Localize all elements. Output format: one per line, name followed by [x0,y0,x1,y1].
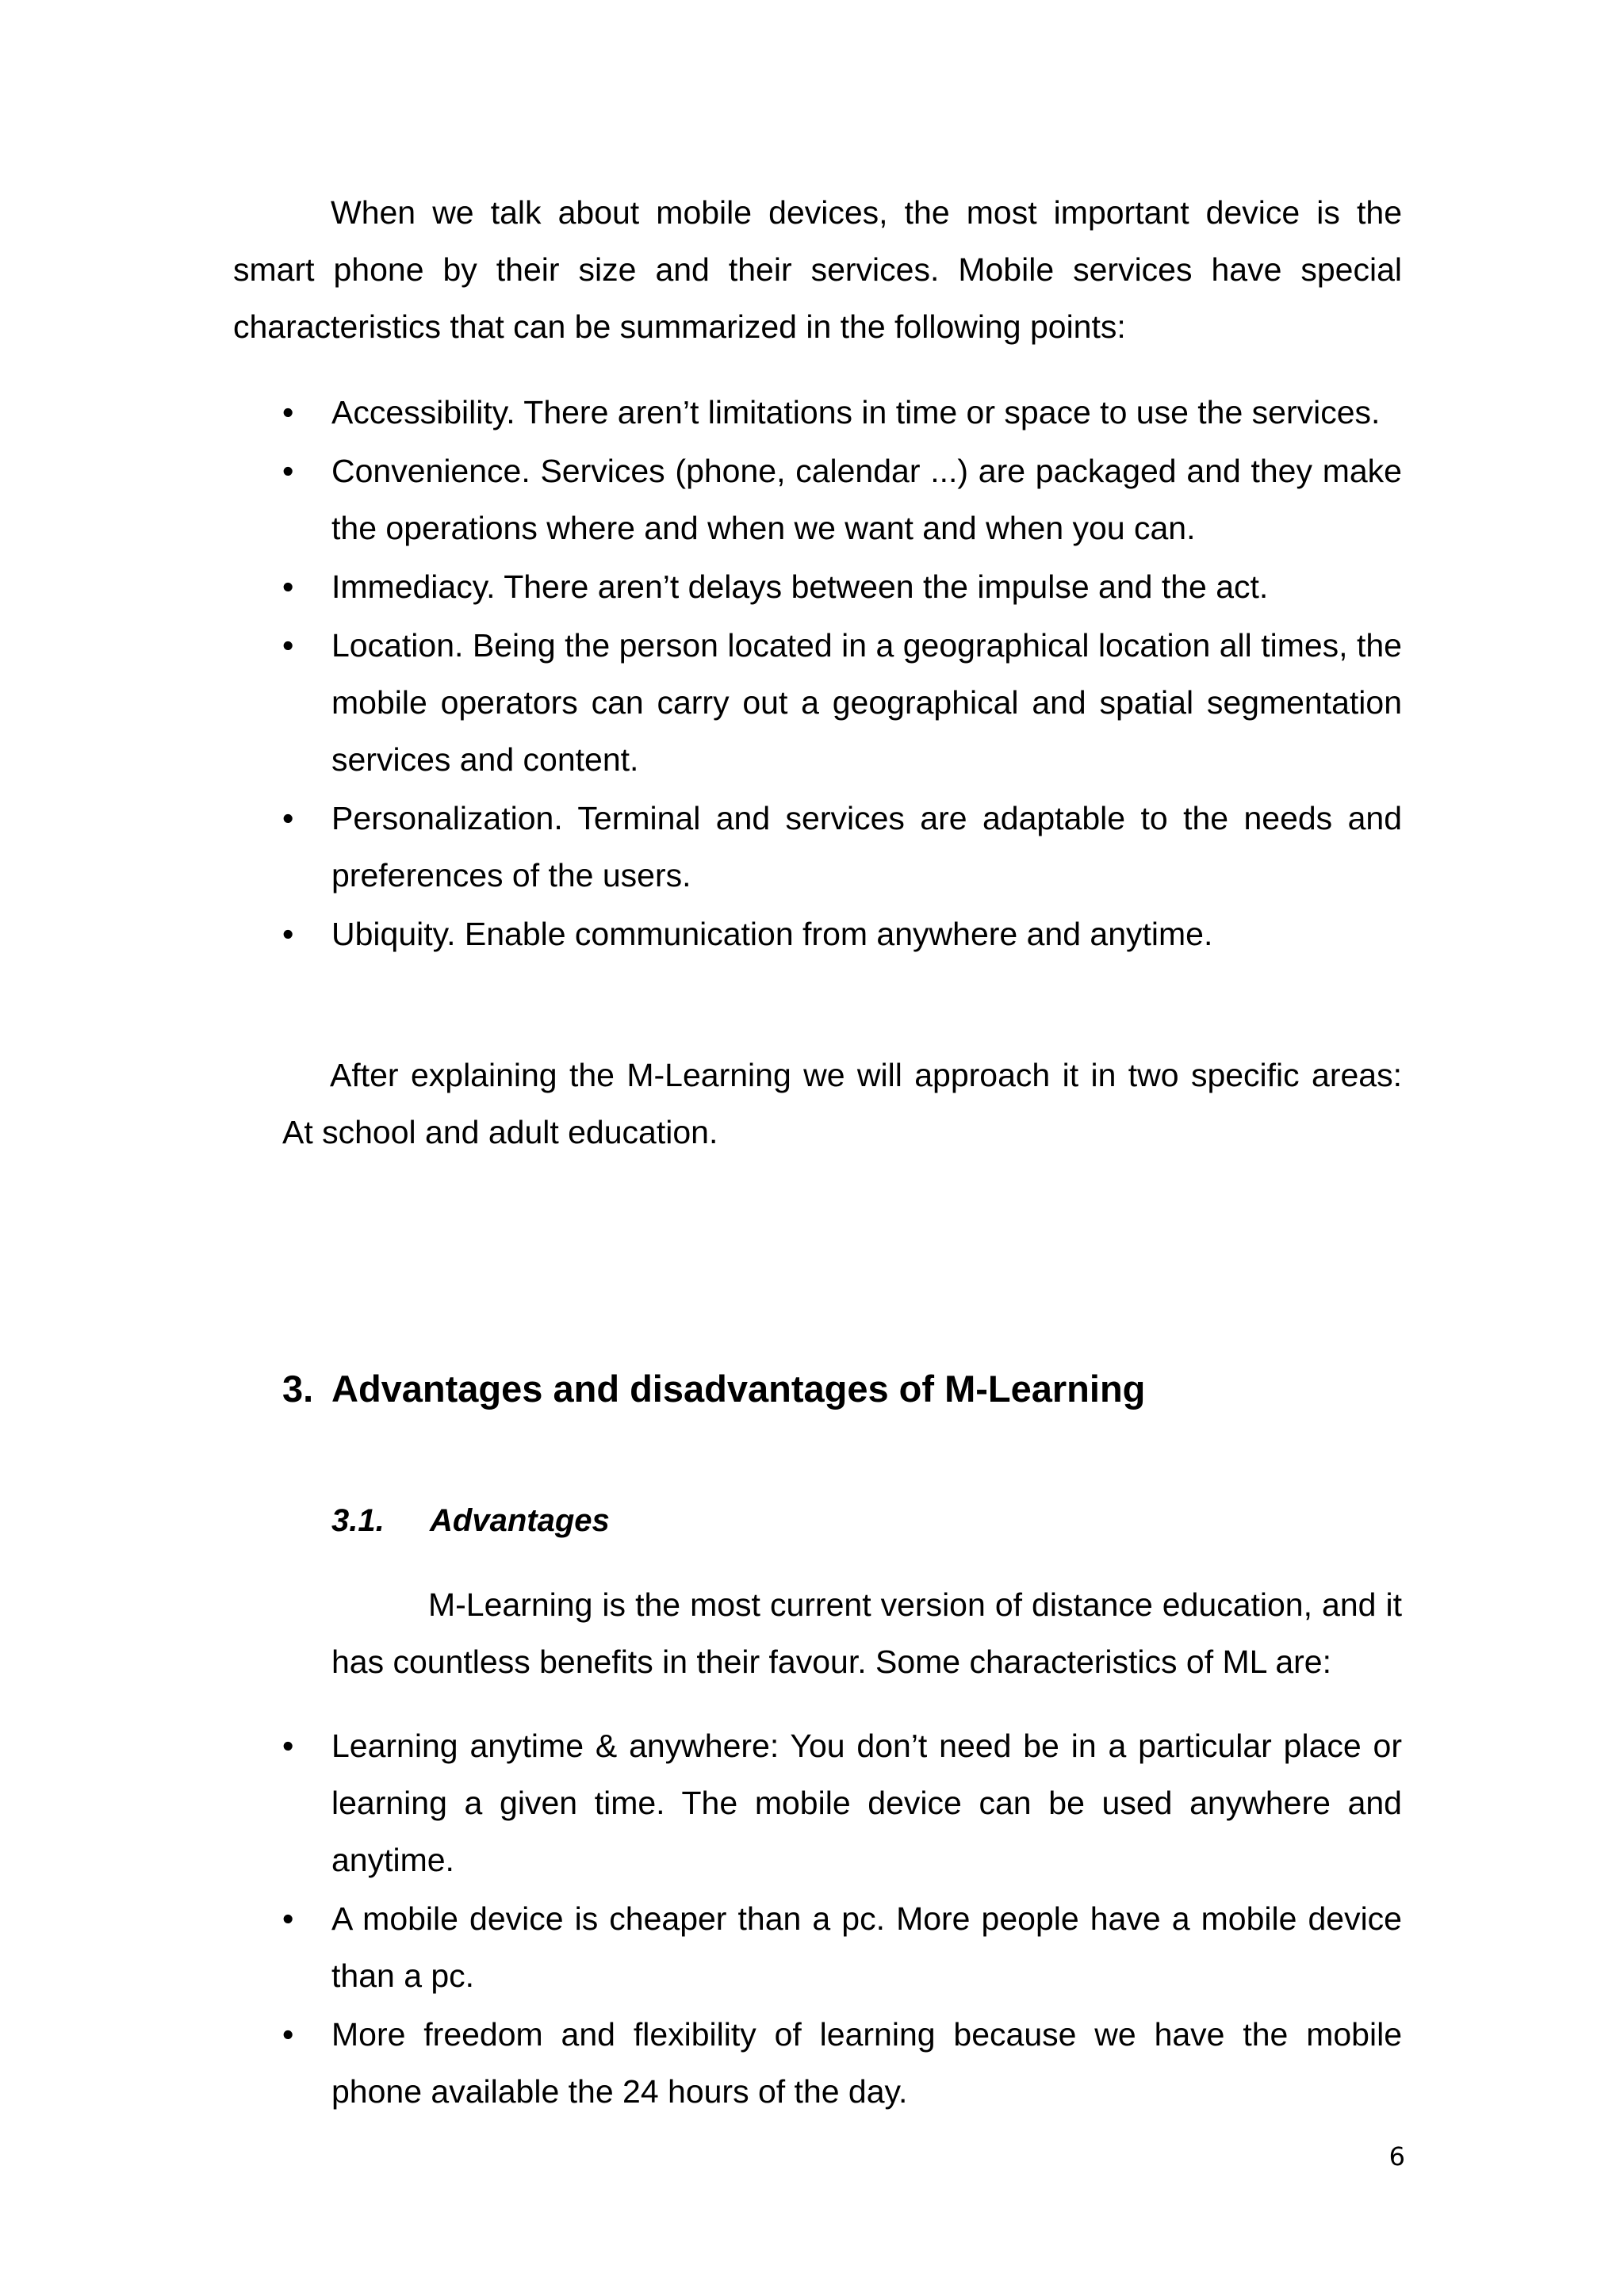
section-number: 3. [282,1368,314,1410]
subsection-title: Advantages [430,1503,610,1538]
list-item [282,1890,1402,2004]
advantages-paragraph: M-Learning is the most current version of distance education, and it has countless benefits in their favour. Some characteristics of ML are: [331,1586,1402,1680]
bullet-icon: • [282,627,294,664]
section-heading [282,1360,1145,1418]
list-item [282,905,1402,962]
subsection-heading [331,1492,610,1549]
bullet-icon: • [282,1728,294,1764]
bullet-icon: • [282,2016,294,2053]
list-item [282,1717,1402,1888]
list-item-text: Location. Being the person located in a geographical location all times, the mobile operators can carry out a geographical and spatial segmentation services and content. [331,627,1402,778]
list-item-text: More freedom and flexibility of learning because we have the mobile phone available the 24 hours of the day. [331,2016,1402,2110]
list-item [282,617,1402,788]
subsection-number: 3.1. [331,1503,385,1538]
list-item [282,2006,1402,2120]
list-item-text: A mobile device is cheaper than a pc. More people have a mobile device than a pc. [331,1900,1402,1994]
bullet-icon: • [282,394,294,430]
list-item [282,558,1402,615]
bullet-icon: • [282,916,294,952]
bullet-icon: • [282,1900,294,1937]
page-number: 6 [1388,2141,1405,2172]
bullet-icon: • [282,453,294,489]
list-item [282,790,1402,904]
intro-paragraph: When we talk about mobile devices, the most important device is the smart phone by their size and their services. Mobile services have special characteristics that can be summarized in the following points: [233,194,1402,345]
features-list [282,384,1402,964]
list-item-text: Ubiquity. Enable communication from anywhere and anytime. [331,916,1213,952]
bullet-icon: • [282,800,294,836]
list-item-text: Learning anytime & anywhere: You don’t need be in a particular place or learning a given time. The mobile device can be used anywhere and anytime. [331,1728,1402,1878]
list-item-text: Accessibility. There aren’t limitations in time or space to use the services. [331,394,1381,430]
list-item-text: Convenience. Services (phone, calendar ...) are packaged and they make the operations where and when we want and when you can. [331,453,1402,546]
bullet-icon: • [282,568,294,605]
section-title: Advantages and disadvantages of M-Learning [331,1368,1146,1410]
list-item-text: Immediacy. There aren’t delays between the impulse and the act. [331,568,1269,605]
list-item [282,442,1402,557]
list-item [282,384,1402,441]
list-item-text: Personalization. Terminal and services are adaptable to the needs and preferences of the users. [331,800,1402,894]
advantages-list [282,1717,1402,2122]
after-paragraph: After explaining the M-Learning we will approach it in two specific areas: At school and adult education. [282,1057,1402,1150]
